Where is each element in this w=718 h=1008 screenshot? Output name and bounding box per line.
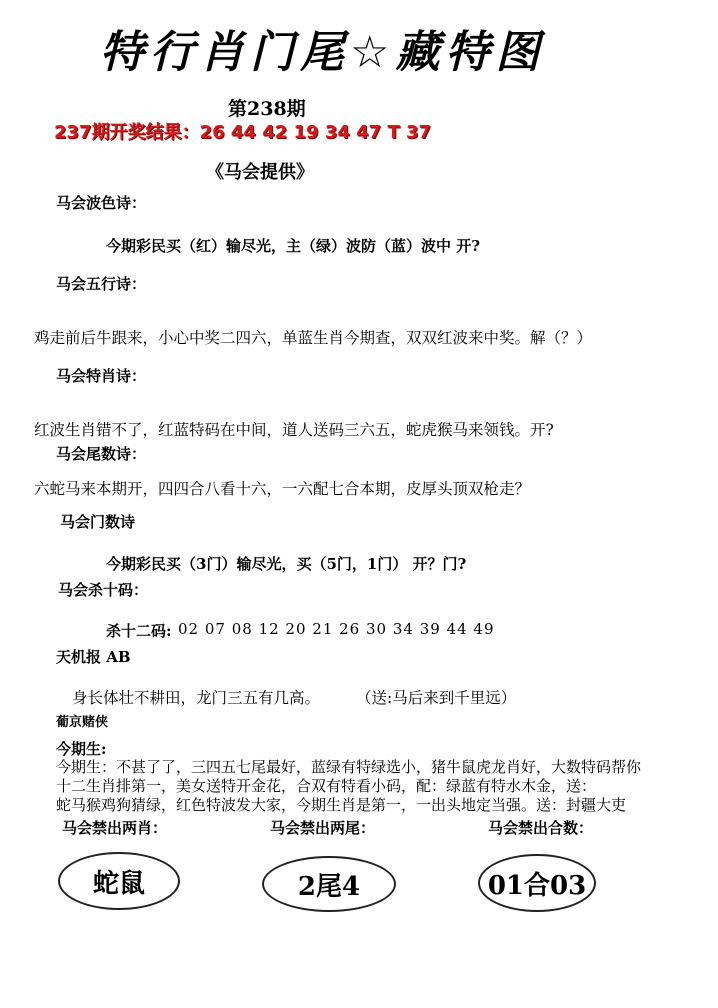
sha-prefix: 杀十二码: [106,622,172,640]
page-title: 特行肖门尾☆藏特图 [100,27,546,78]
pujing-line-3: 蛇马猴鸡狗猜绿，红色特波发大家，今期生肖是第一，一出头地定当强。送：封疆大吏 [56,796,627,814]
texiao-poem: 红波生肖错不了，红蓝特码在中间，道人送码三六五，蛇虎猴马来领钱。开? [34,421,554,439]
bose-label: 马会波色诗： [56,194,147,212]
ban-tail-oval: 2尾4 [262,856,396,912]
wuxing-poem: 鸡走前后牛跟来，小心中奖二四六，单蓝生肖今期查，双双红波来中奖。解（？） [34,329,593,347]
weishu-label: 马会尾数诗： [56,445,147,463]
ban-sum-oval: 01合03 [478,854,596,912]
pujing-line-2: 十二生肖排第一，美女送特开金花，合双有特看小码，配：绿蓝有特水木金，送： [56,777,597,795]
ban-sum-label: 马会禁出合数： [488,819,594,837]
tianji-gift: （送:马后来到千里远） [356,689,517,707]
weishu-poem: 六蛇马来本期开，四四合八看十六，一六配七合本期，皮厚头顶双枪走？ [34,480,531,498]
bose-line: 今期彩民买（红）输尽光，主（绿）波防（蓝）波中 开? [106,237,481,255]
menshu-line: 今期彩民买（3门）输尽光，买（5门，1门） 开？门? [106,555,467,573]
ban-tail-label: 马会禁出两尾： [270,819,376,837]
pujing-label: 葡京赌侠 [56,715,109,730]
pujing-sub: 今期生: [56,740,107,758]
texiao-label: 马会特肖诗： [56,367,147,385]
issue-number: 第238期 [228,98,306,120]
tianji-line: 身长体壮不耕田，龙门三五有几高。 [72,689,321,707]
tianji-label: 天机报 AB [56,648,131,666]
pujing-line-1: 今期生：不甚了了，三四五七尾最好，蓝绿有特绿选小，猪牛鼠虎龙肖好，大数特码帮你 [56,758,642,776]
draw-result: 237期开奖结果：26 44 42 19 34 47 T 37 [54,122,432,143]
menshu-label: 马会门数诗 [60,513,136,531]
sha-label: 马会杀十码： [58,581,149,599]
provider-label: 《马会提供》 [206,162,314,183]
wuxing-label: 马会五行诗： [56,275,147,293]
ban-zodiac-oval: 蛇鼠 [58,852,180,910]
ban-zodiac-label: 马会禁出两肖： [62,819,168,837]
sha-numbers: 02 07 08 12 20 21 26 30 34 39 44 49 [178,620,495,638]
